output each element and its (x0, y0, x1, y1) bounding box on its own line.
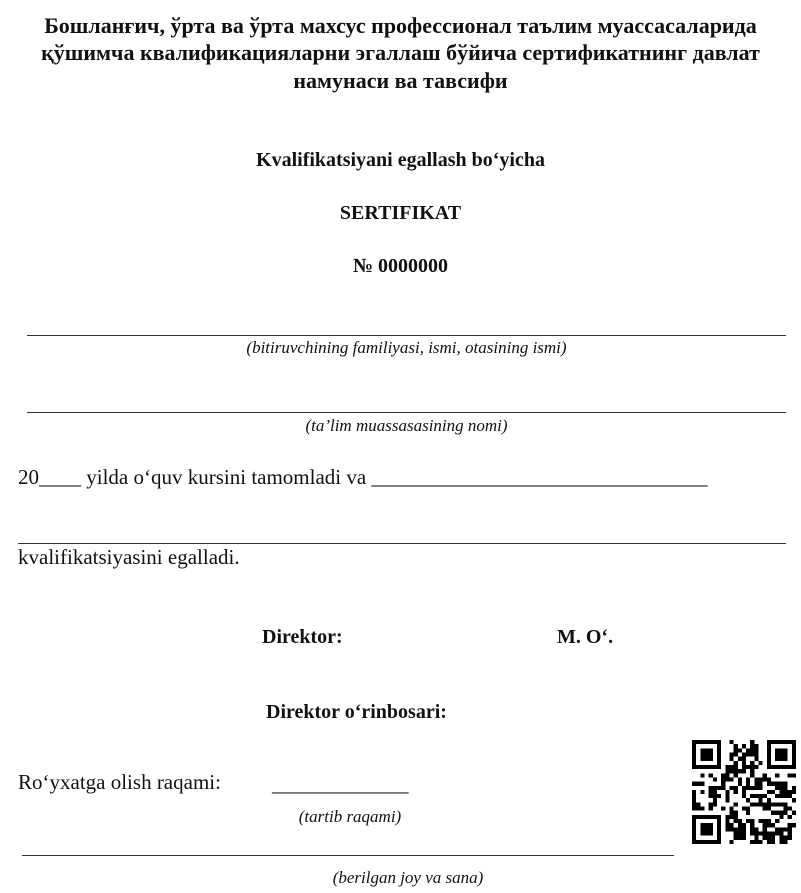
title-line-2: қўшимча квалификацияларни эгаллаш бўйича сертификатнинг давлат (41, 40, 760, 65)
qualification-line (18, 543, 786, 544)
subtitle: Kvalifikatsiyani egallash bo‘yicha (256, 149, 545, 171)
certificate-number: № 0000000 (352, 255, 449, 277)
title-line-3: намунаси ва тавсифи (293, 68, 508, 93)
registration-label: Ro‘yxatga olish raqami: (18, 770, 221, 794)
qr-code-icon (692, 740, 796, 844)
seal-label: M. O‘. (557, 626, 614, 648)
document-type: SERTIFIKAT (339, 202, 462, 224)
institution-caption: (ta’lim muassasasining nomi) (305, 416, 508, 435)
director-label: Direktor: (262, 626, 343, 648)
registration-blank: _____________ (272, 772, 409, 796)
institution-line (27, 412, 786, 413)
graduate-name-line (27, 335, 786, 336)
graduate-caption: (bitiruvchining familiyasi, ismi, otasining ismi) (246, 338, 567, 357)
title-line-1: Бошланғич, ўрта ва ўрта махсус профессионал таълим муассасаларида (44, 13, 757, 38)
deputy-director-label: Direktor o‘rinbosari: (266, 701, 447, 723)
order-caption: (tartib raqami) (298, 807, 402, 826)
completion-text: 20____ yilda o‘quv kursini tamomladi va ________________________________ (18, 465, 708, 489)
qualification-text: kvalifikatsiyasini egalladi. (18, 545, 240, 569)
place-date-line (22, 855, 674, 856)
place-date-caption: (berilgan joy va sana) (332, 868, 484, 887)
